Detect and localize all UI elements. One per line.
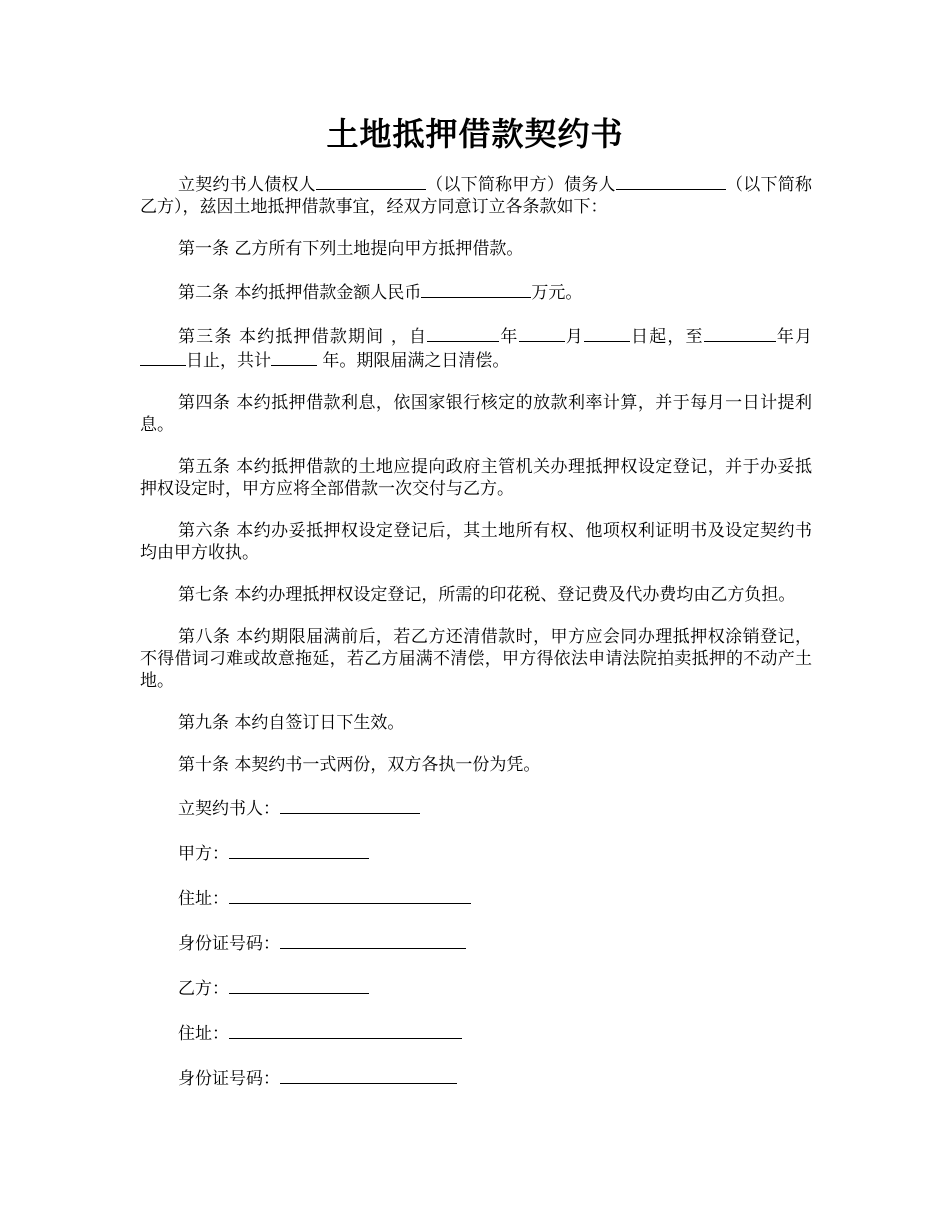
start-day-blank[interactable] bbox=[584, 324, 630, 342]
intro-text-3: （以下简称乙方），兹因土地抵押借款事宜，经双方同意订立各条款如下： bbox=[140, 175, 813, 217]
loan-amount-blank[interactable] bbox=[421, 280, 531, 298]
article-2-text-2: 万元。 bbox=[531, 283, 583, 303]
article-2-text-1: 第二条 本约抵押借款金额人民币 bbox=[178, 283, 422, 303]
article-3-text-5: 年 bbox=[775, 327, 796, 347]
total-years-blank[interactable] bbox=[271, 348, 317, 366]
article-7: 第七条 本约办理抵押权设定登记，所需的印花税、登记费及代办费均由乙方负担。 bbox=[178, 585, 796, 605]
signer-blank[interactable] bbox=[280, 796, 420, 814]
party-a-label: 甲方： bbox=[178, 844, 229, 864]
article-3-text-4: 日起，至 bbox=[629, 327, 704, 347]
id-a-label: 身份证号码： bbox=[178, 934, 280, 954]
address-a-blank[interactable] bbox=[229, 886, 471, 904]
id-a-blank[interactable] bbox=[280, 931, 466, 949]
address-b-blank[interactable] bbox=[229, 1021, 462, 1039]
debtor-blank[interactable] bbox=[616, 172, 726, 190]
id-b-blank[interactable] bbox=[280, 1066, 457, 1084]
end-day-blank[interactable] bbox=[140, 348, 186, 366]
address-b-label: 住址： bbox=[178, 1024, 229, 1044]
article-6: 第六条 本约办妥抵押权设定登记后，其土地所有权、他项权利证明书及设定契约书均由甲方收执。 bbox=[140, 521, 812, 563]
article-1: 第一条 乙方所有下列土地提向甲方抵押借款。 bbox=[178, 239, 524, 259]
party-b-line bbox=[140, 976, 812, 1000]
start-month-blank[interactable] bbox=[519, 324, 565, 342]
article-3-text-3: 月 bbox=[564, 327, 584, 347]
party-a-line bbox=[140, 841, 812, 865]
intro-paragraph bbox=[140, 172, 812, 218]
article-10: 第十条 本契约书一式两份，双方各执一份为凭。 bbox=[178, 755, 541, 775]
article-3-text-7: 日止，共计 bbox=[186, 351, 271, 371]
intro-text-1: 立契约书人债权人 bbox=[178, 175, 316, 195]
article-3-text-2: 年 bbox=[499, 327, 519, 347]
article-5: 第五条 本约抵押借款的土地应提向政府主管机关办理抵押权设定登记，并于办妥抵押权设定时，甲方应将全部借款一次交付与乙方。 bbox=[140, 457, 812, 499]
signer-label: 立契约书人： bbox=[178, 799, 280, 819]
article-3 bbox=[140, 324, 812, 372]
contract-body bbox=[140, 172, 812, 1111]
article-3-text-6: 月 bbox=[795, 327, 813, 347]
document-title: 土地抵押借款契约书 bbox=[326, 115, 624, 153]
id-a-line bbox=[140, 931, 812, 955]
article-3-text-8: 年。期限届满之日清偿。 bbox=[317, 351, 510, 371]
article-8: 第八条 本约期限届满前后，若乙方还清借款时，甲方应会同办理抵押权涂销登记，不得借词刁难或故意拖延，若乙方届满不清偿，甲方得依法申请法院拍卖抵押的不动产土地。 bbox=[140, 627, 812, 691]
start-year-blank[interactable] bbox=[427, 324, 499, 342]
party-b-blank[interactable] bbox=[229, 976, 369, 994]
end-year-blank[interactable] bbox=[704, 324, 776, 342]
article-3-text-1: 第三条 本约抵押借款期间 ，自 bbox=[178, 327, 428, 347]
signer-line bbox=[140, 796, 812, 820]
intro-text-2: （以下简称甲方）债务人 bbox=[425, 175, 616, 195]
address-b-line bbox=[140, 1021, 812, 1045]
address-a-line bbox=[140, 886, 812, 910]
address-a-label: 住址： bbox=[178, 889, 229, 909]
article-4: 第四条 本约抵押借款利息，依国家银行核定的放款利率计算，并于每月一日计提利息。 bbox=[140, 393, 812, 435]
party-b-label: 乙方： bbox=[178, 979, 229, 999]
id-b-line bbox=[140, 1066, 812, 1090]
article-9: 第九条 本约自签订日下生效。 bbox=[178, 713, 405, 733]
id-b-label: 身份证号码： bbox=[178, 1069, 280, 1089]
party-a-blank[interactable] bbox=[229, 841, 369, 859]
article-2 bbox=[140, 280, 812, 304]
creditor-blank[interactable] bbox=[316, 172, 426, 190]
